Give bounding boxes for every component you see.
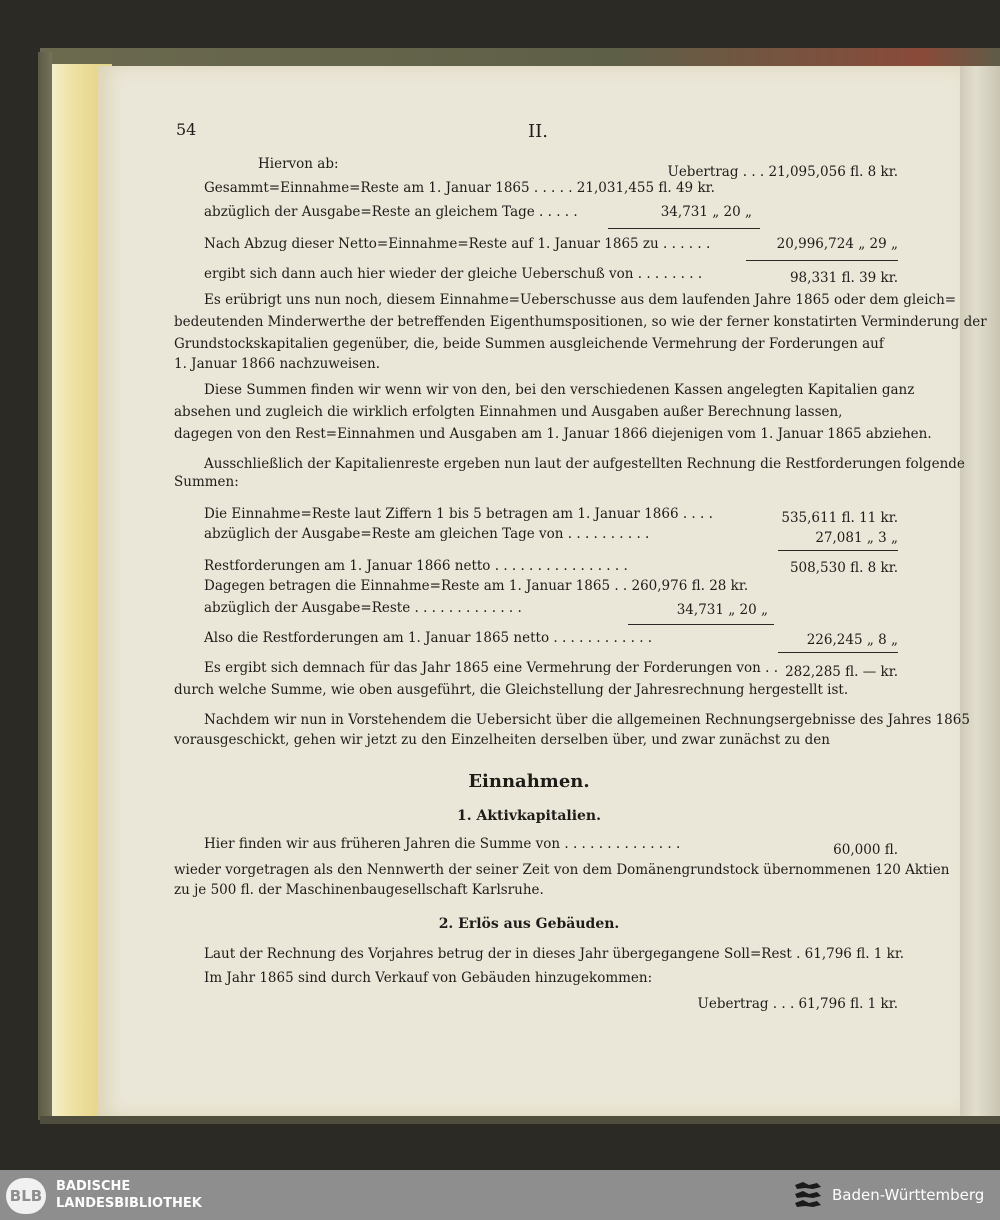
sum-rule (778, 652, 898, 653)
line-netto-einnahme-value: 20,996,724 „ 29 „ (776, 236, 898, 252)
paragraph-line: Summen: (174, 474, 239, 490)
line-restforderungen-1865: Also die Restforderungen am 1. Januar 1865 netto . . . . . . . . . . . . (204, 630, 653, 646)
line-ueberschuss: ergibt sich dann auch hier wieder der gleiche Ueberschuß von . . . . . . . . (204, 266, 703, 282)
book-cover-bottom-edge (40, 1116, 1000, 1124)
line-uebertrag-top: Uebertrag . . . 21,095,056 fl. 8 kr. (667, 164, 898, 180)
line-ausgabe-reste-1865b-value: 34,731 „ 20 „ (676, 602, 768, 618)
partner-name: Baden-Württemberg (832, 1186, 985, 1204)
footer-bar (0, 1170, 1000, 1220)
line-netto-einnahme: Nach Abzug dieser Netto=Einnahme=Reste auf 1. Januar 1865 zu . . . . . . (204, 236, 711, 252)
paragraph-line: Ausschließlich der Kapitalienreste ergeben nun laut der aufgestellten Rechnung die Restforderungen folgende (204, 456, 965, 472)
page-number: 54 (176, 120, 197, 139)
paragraph-line: Grundstockskapitalien gegenüber, die, beide Summen ausgleichende Vermehrung der Forderungen auf (174, 336, 884, 352)
line-restforderungen-1865-value: 226,245 „ 8 „ (806, 632, 898, 648)
line-summe-von-value: 60,000 fl. (833, 842, 898, 858)
sum-rule (778, 550, 898, 551)
right-page-stack (960, 66, 1000, 1120)
line-ausgabe-reste-label: abzüglich der Ausgabe=Reste an gleichem Tage . . . . . (204, 204, 578, 220)
line-uebertrag-bottom: Uebertrag . . . 61,796 fl. 1 kr. (697, 996, 898, 1012)
sum-rule (608, 228, 760, 229)
heading-aktivkapitalien: 1. Aktivkapitalien. (457, 808, 601, 824)
line-verkauf: Im Jahr 1865 sind durch Verkauf von Gebäuden hinzugekommen: (204, 970, 653, 986)
paragraph-line: vorausgeschickt, gehen wir jetzt zu den Einzelheiten derselben über, und zwar zunächst zu den (174, 732, 830, 748)
line-ausgabe-reste-1865b: abzüglich der Ausgabe=Reste . . . . . . . . . . . . . (204, 600, 522, 616)
line-summe-von: Hier finden wir aus früheren Jahren die Summe von . . . . . . . . . . . . . . (204, 836, 681, 852)
paragraph-line: durch welche Summe, wie oben ausgeführt, die Gleichstellung der Jahresrechnung hergestellt ist. (174, 682, 849, 698)
paragraph-line: Es erübrigt uns nun noch, diesem Einnahme=Ueberschusse aus dem laufenden Jahre 1865 oder dem gleich= (204, 292, 957, 308)
paragraph-line: Nachdem wir nun in Vorstehendem die Uebersicht über die allgemeinen Rechnungsergebnisse des Jahres 1865 (204, 712, 970, 728)
org-name-line2: LANDESBIBLIOTHEK (56, 1196, 202, 1211)
paragraph-line: wieder vorgetragen als den Nennwerth der seiner Zeit von dem Domänengrundstock übernommenen 120 Aktien (174, 862, 950, 878)
line-ausgabe-reste-value: 34,731 „ 20 „ (660, 204, 752, 220)
line-restforderungen-1866: Restforderungen am 1. Januar 1866 netto . . . . . . . . . . . . . . . . (204, 558, 628, 574)
line-vermehrung-value: 282,285 fl. — kr. (785, 664, 898, 680)
book-cover-left-edge (38, 52, 52, 1120)
paragraph-line: absehen und zugleich die wirklich erfolgten Einnahmen und Ausgaben außer Berechnung lassen, (174, 404, 843, 420)
paragraph-line: bedeutenden Minderwerthe der betreffenden Eigenthumspositionen, so wie der ferner konstatirten Verminderung der (174, 314, 987, 330)
line-ueberschuss-value: 98,331 fl. 39 kr. (789, 270, 898, 286)
heading-erloes-gebaeuden: 2. Erlös aus Gebäuden. (438, 916, 620, 932)
line-einnahme-reste-1865b: Dagegen betragen die Einnahme=Reste am 1. Januar 1865 . . 260,976 fl. 28 kr. (204, 578, 749, 594)
book-page (98, 66, 987, 1116)
paragraph-line: zu je 500 fl. der Maschinenbaugesellschaft Karlsruhe. (174, 882, 544, 898)
line-einnahme-reste-1866-value: 535,611 fl. 11 kr. (781, 510, 898, 526)
section-heading: II. (528, 121, 548, 142)
line-restforderungen-1866-value: 508,530 fl. 8 kr. (789, 560, 898, 576)
line-einnahme-reste-1865: Gesammt=Einnahme=Reste am 1. Januar 1865 . . . . . 21,031,455 fl. 49 kr. (204, 180, 715, 196)
org-name-line1: BADISCHE (56, 1179, 131, 1194)
sum-rule (628, 624, 774, 625)
line-soll-rest: Laut der Rechnung des Vorjahres betrug der in dieses Jahr übergegangene Soll=Rest . 61,796 fl. 1 kr. (204, 946, 905, 962)
line-einnahme-reste-1866: Die Einnahme=Reste laut Ziffern 1 bis 5 betragen am 1. Januar 1866 . . . . (204, 506, 713, 522)
heading-einnahmen: Einnahmen. (468, 771, 590, 792)
line-ausgabe-reste-1866: abzüglich der Ausgabe=Reste am gleichen Tage von . . . . . . . . . . (204, 526, 650, 542)
paragraph-line: Diese Summen finden wir wenn wir von den, bei den verschiedenen Kassen angelegten Kapitalien ganz (204, 382, 915, 398)
sum-rule (746, 260, 898, 261)
line-ausgabe-reste-1866-value: 27,081 „ 3 „ (815, 530, 898, 546)
line-vermehrung: Es ergibt sich demnach für das Jahr 1865 eine Vermehrung der Forderungen von . . (204, 660, 779, 676)
line-hiervon: Hiervon ab: (258, 156, 339, 172)
baden-wuerttemberg-lions-icon (793, 1179, 823, 1211)
blb-logo: BLB (6, 1178, 46, 1214)
paragraph-line: 1. Januar 1866 nachzuweisen. (174, 356, 381, 372)
paragraph-line: dagegen von den Rest=Einnahmen und Ausgaben am 1. Januar 1866 diejenigen vom 1. Januar 1865 abziehen. (174, 426, 932, 442)
